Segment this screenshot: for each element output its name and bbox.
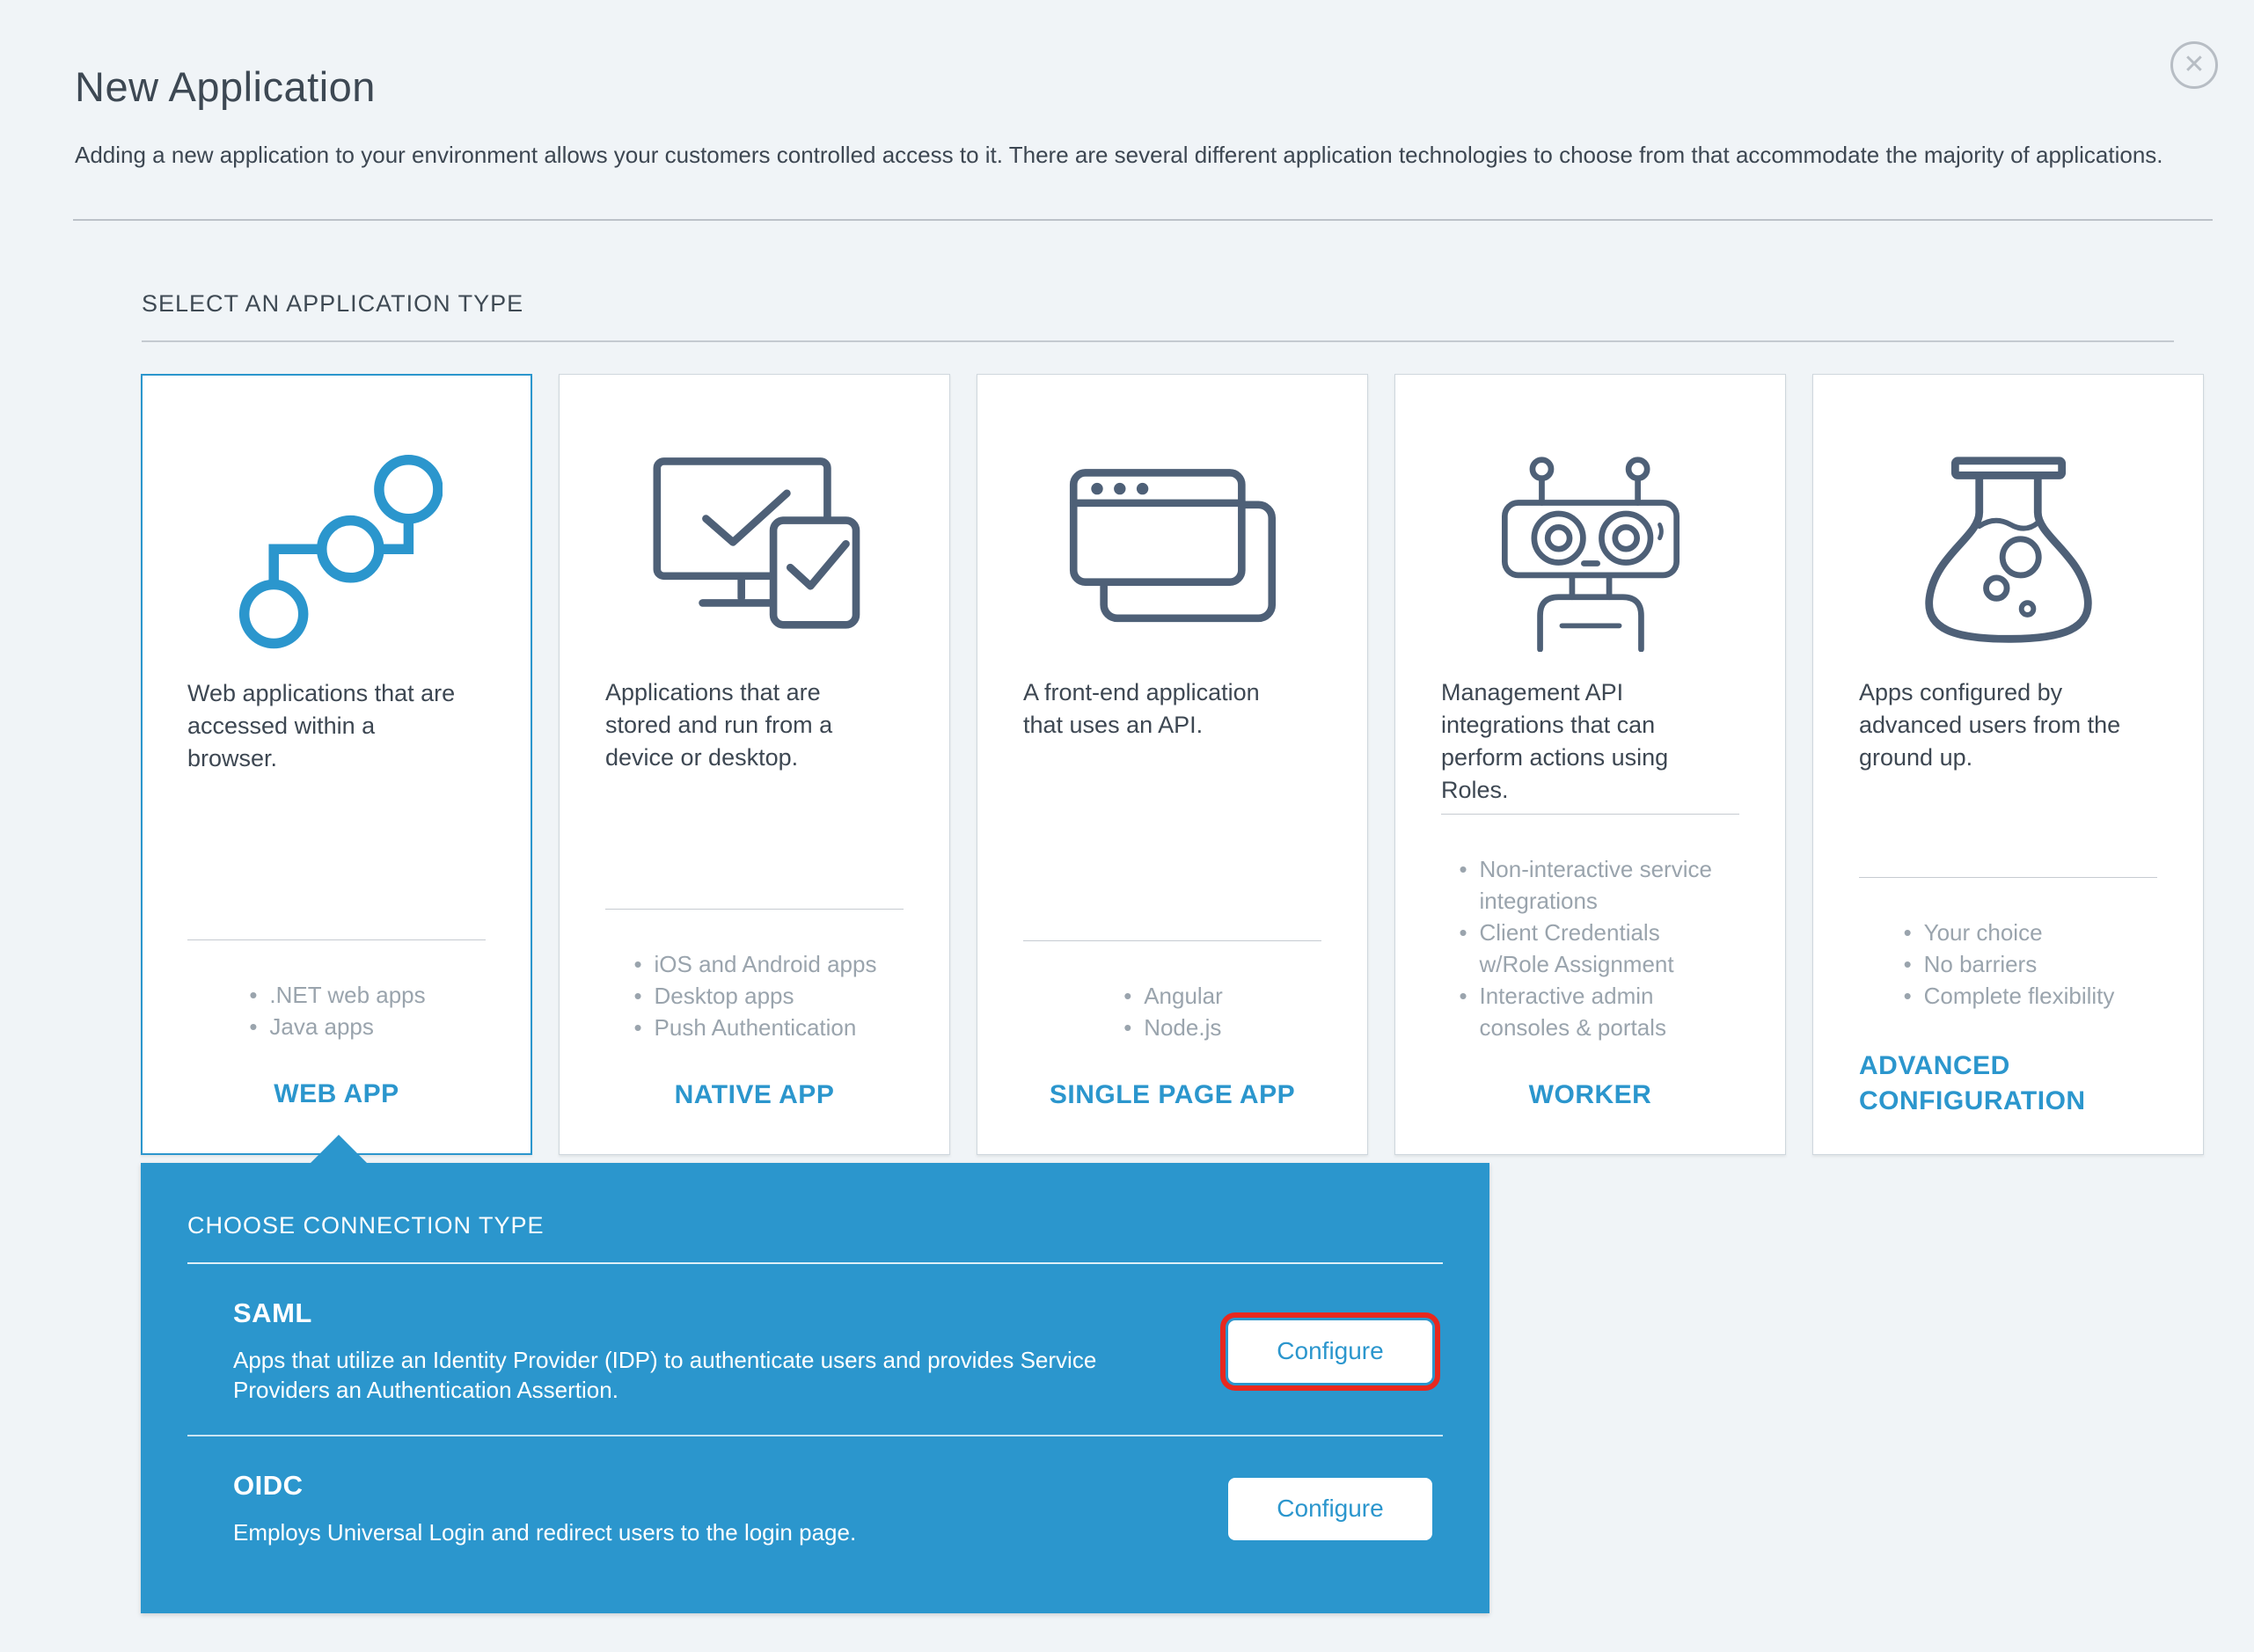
- card-bottom: [187, 939, 486, 1153]
- card-type-label: WEB APP: [274, 1079, 399, 1108]
- page-title: New Application: [75, 63, 376, 111]
- close-icon[interactable]: ✕: [2170, 41, 2218, 89]
- bullet-item: • Push Authentication: [633, 1012, 877, 1043]
- card-bullet-list: [633, 948, 877, 1043]
- card-description: Applications that are stored and run from a device or desktop.: [605, 679, 833, 771]
- bullet-item: • Client Credentials w/Role Assignment: [1458, 917, 1723, 980]
- option-text: [187, 1470, 856, 1547]
- option-name: OIDC: [233, 1470, 304, 1501]
- robot-icon: [1441, 428, 1739, 652]
- bullet-item: • Node.js: [1122, 1012, 1223, 1043]
- card-type-label: NATIVE APP: [674, 1080, 835, 1109]
- stacked-browser-windows-icon: [1023, 428, 1321, 652]
- card-bullet-list: [1458, 853, 1723, 1043]
- card-description: Apps configured by advanced users from the ground up.: [1859, 679, 2121, 771]
- flask-icon: [1859, 428, 2157, 652]
- card-bullet-list: [247, 979, 425, 1042]
- option-description: Apps that utilize an Identity Provider (IDP) to authenticate users and provides Service Providers an Authentication Assertion.: [233, 1347, 1097, 1403]
- connection-option-oidc: [187, 1436, 1443, 1577]
- app-type-card-single-page-app[interactable]: [977, 374, 1368, 1155]
- header-divider: [73, 219, 2213, 221]
- bullet-item: • No barriers: [1902, 948, 2115, 980]
- card-divider: [187, 939, 486, 940]
- bullet-item: • Interactive admin consoles & portals: [1458, 980, 1723, 1043]
- option-text: [187, 1297, 1173, 1405]
- card-description: A front-end application that uses an API.: [1023, 679, 1260, 738]
- bullet-item: • Complete flexibility: [1902, 980, 2115, 1012]
- card-type-label: SINGLE PAGE APP: [1049, 1080, 1296, 1109]
- bullet-item: • iOS and Android apps: [633, 948, 877, 980]
- option-description: Employs Universal Login and redirect users to the login page.: [233, 1519, 857, 1546]
- option-name: SAML: [233, 1297, 312, 1328]
- devices-check-icon: [605, 428, 904, 652]
- card-bullet-list: [1902, 917, 2115, 1012]
- bullet-item: • Angular: [1122, 980, 1223, 1012]
- choose-connection-panel: [141, 1163, 1489, 1613]
- bullet-item: • Java apps: [247, 1011, 425, 1042]
- button-slot: [1212, 1478, 1432, 1540]
- button-slot: [1212, 1320, 1432, 1383]
- app-type-card-native-app[interactable]: [559, 374, 950, 1155]
- section-underline: [142, 340, 2174, 342]
- workflow-nodes-icon: [187, 428, 486, 653]
- bullet-item: • Your choice: [1902, 917, 2115, 948]
- oidc-configure-button[interactable]: Configure: [1228, 1478, 1432, 1540]
- card-bottom: [1441, 814, 1739, 1154]
- card-divider: [605, 909, 904, 910]
- connection-option-saml: [187, 1264, 1443, 1435]
- saml-configure-button[interactable]: Configure: [1228, 1320, 1432, 1383]
- card-bottom: [605, 909, 904, 1154]
- modal-description: Adding a new application to your environment allows your customers controlled access to it. There are several different application technologies to choose from that accommodate the majority of applications.: [75, 142, 2163, 168]
- card-divider: [1023, 940, 1321, 941]
- section-heading: SELECT AN APPLICATION TYPE: [142, 290, 524, 317]
- card-divider: [1859, 877, 2157, 878]
- app-type-card-advanced-configuration[interactable]: [1812, 374, 2204, 1155]
- card-bullet-list: [1122, 980, 1223, 1043]
- card-divider: [1441, 814, 1739, 815]
- card-type-label: ADVANCED CONFIGURATION: [1859, 1051, 2086, 1115]
- bullet-item: • Non-interactive service integrations: [1458, 853, 1723, 917]
- card-type-label: WORKER: [1528, 1080, 1652, 1109]
- bullet-item: • Desktop apps: [633, 980, 877, 1012]
- panel-heading: CHOOSE CONNECTION TYPE: [187, 1212, 545, 1239]
- card-description: Web applications that are accessed within a browser.: [187, 680, 456, 771]
- bullet-item: • .NET web apps: [247, 979, 425, 1011]
- card-bottom: [1859, 877, 2157, 1154]
- card-description: Management API integrations that can perform actions using Roles.: [1441, 679, 1669, 803]
- app-type-card-worker[interactable]: [1394, 374, 1786, 1155]
- app-type-card-web-app[interactable]: [141, 374, 532, 1155]
- application-type-cards: [141, 374, 2204, 1155]
- card-bottom: [1023, 940, 1321, 1154]
